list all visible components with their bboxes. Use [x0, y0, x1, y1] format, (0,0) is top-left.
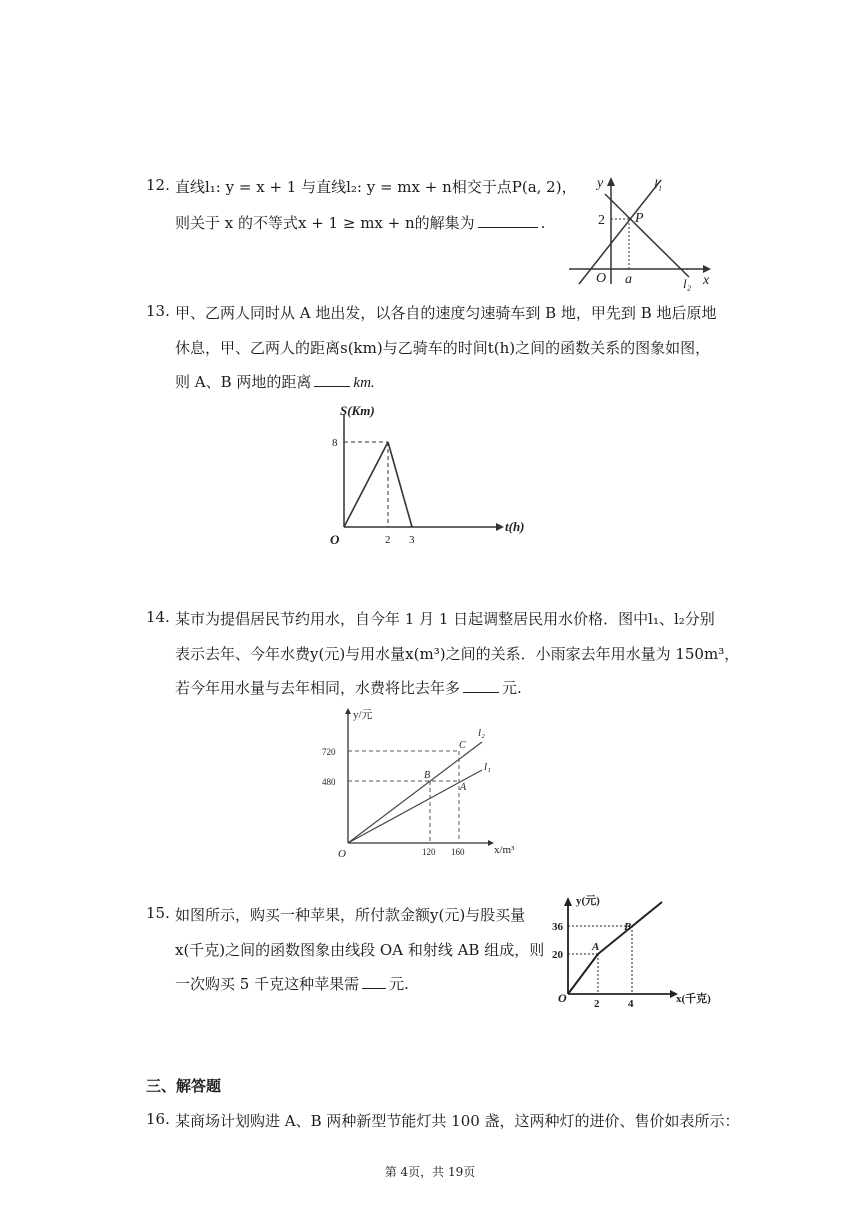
x-tick-120: 120	[422, 847, 436, 857]
segment-oa	[568, 954, 598, 994]
y-label: y(元)	[576, 895, 600, 907]
q12-line2	[175, 212, 545, 233]
q12-line2-end: .	[540, 214, 546, 232]
x-arrow	[703, 265, 711, 273]
origin-label: O	[330, 532, 340, 547]
two-tick-label: 2	[598, 213, 605, 228]
point-p-label: P	[635, 211, 644, 226]
x-tick-160: 160	[451, 847, 465, 857]
x-label: x(千克)	[676, 993, 711, 1005]
q14-line3	[175, 677, 522, 698]
question-number: 13.	[146, 302, 170, 320]
q12-line2-text: 则关于 x 的不等式x + 1 ≥ mx + n的解集为	[175, 214, 475, 232]
question-number: 15.	[146, 904, 170, 922]
x-label: t(h)	[505, 519, 525, 534]
answer-blank[interactable]	[314, 372, 350, 387]
a-tick-label: a	[625, 272, 632, 287]
q15-line3	[175, 973, 409, 994]
graph-segment-1	[344, 442, 388, 527]
x-arrow	[496, 523, 504, 531]
q13-line1: 甲、乙两人同时从 A 地出发，以各自的速度匀速骑车到 B 地，甲先到 B 地后原地	[175, 304, 717, 322]
q13-line3-text: 则 A、B 两地的距离	[175, 373, 312, 391]
y-label: y/元	[353, 709, 373, 721]
point-b-label: B	[624, 921, 632, 933]
q15-line1: 如图所示，购买一种苹果，所付款金额y(元)与股买量	[175, 906, 526, 924]
point-b-label: B	[424, 770, 431, 781]
l1-label: l₁	[654, 176, 663, 191]
y-tick-20: 20	[552, 949, 563, 961]
origin-label: O	[596, 271, 607, 286]
q14-unit: 元.	[502, 679, 522, 697]
question-number: 14.	[146, 608, 170, 626]
q16-line1: 某商场计划购进 A、B 两种新型节能灯共 100 盏，这两种灯的进价、售价如表所示：	[175, 1112, 740, 1130]
y-arrow	[564, 897, 572, 906]
x-tick-4: 4	[628, 998, 634, 1010]
origin-label: O	[338, 848, 346, 860]
point-a-label: A	[460, 782, 467, 793]
q13-line3	[175, 371, 375, 392]
page-footer: 第 4页，共 19页	[384, 1165, 476, 1179]
q14-line3-text: 若今年用水量与去年相同，水费将比去年多	[175, 679, 461, 697]
y-tick-720: 720	[322, 747, 336, 757]
y-tick-480: 480	[322, 777, 336, 787]
section-heading: 三、解答题	[146, 1077, 222, 1095]
origin-label: O	[558, 991, 567, 1005]
y-tick-8: 8	[332, 437, 338, 449]
l2-label: l₂	[478, 727, 485, 739]
q14-figure	[322, 702, 528, 862]
y-tick-36: 36	[552, 921, 563, 933]
x-tick-3: 3	[409, 534, 415, 546]
q13-unit: km.	[353, 375, 375, 391]
q12-figure	[565, 172, 715, 290]
y-label: y	[597, 176, 604, 191]
question-number: 12.	[146, 176, 170, 194]
q13-figure	[318, 400, 538, 550]
q15-unit: 元.	[389, 975, 409, 993]
point-c-label: C	[459, 740, 466, 751]
graph-segment-2	[388, 442, 412, 527]
q12-line1: 直线l₁: y = x + 1 与直线l₂: y = mx + n相交于点P(a, 2)，	[175, 178, 577, 196]
y-arrow	[345, 708, 351, 714]
question-number: 16.	[146, 1110, 170, 1128]
y-label: S(Km)	[340, 403, 375, 418]
l1-label: l₁	[484, 761, 491, 773]
x-tick-2: 2	[594, 998, 600, 1010]
x-tick-2: 2	[385, 534, 391, 546]
q15-figure	[552, 890, 732, 1010]
x-label: x	[703, 273, 710, 288]
point-a-label: A	[592, 941, 600, 953]
answer-blank[interactable]	[478, 213, 538, 228]
q15-line2: x(千克)之间的函数图象由线段 OA 和射线 AB 组成，则	[175, 941, 545, 959]
y-arrow	[607, 177, 615, 186]
l2-label: l₂	[683, 276, 692, 291]
q14-line2: 表示去年、今年水费y(元)与用水量x(m³)之间的关系．小雨家去年用水量为 150m³，	[175, 645, 740, 663]
answer-blank[interactable]	[463, 678, 499, 693]
q13-line2: 休息，甲、乙两人的距离s(km)与乙骑车的时间t(h)之间的函数关系的图象如图，	[175, 339, 711, 357]
q14-line1: 某市为提倡居民节约用水，自今年 1 月 1 日起调整居民用水价格．图中l₁、l₂分别	[175, 610, 715, 628]
x-label: x/m³	[494, 844, 515, 856]
q15-line3-text: 一次购买 5 千克这种苹果需	[175, 975, 360, 993]
answer-blank[interactable]	[362, 974, 386, 989]
